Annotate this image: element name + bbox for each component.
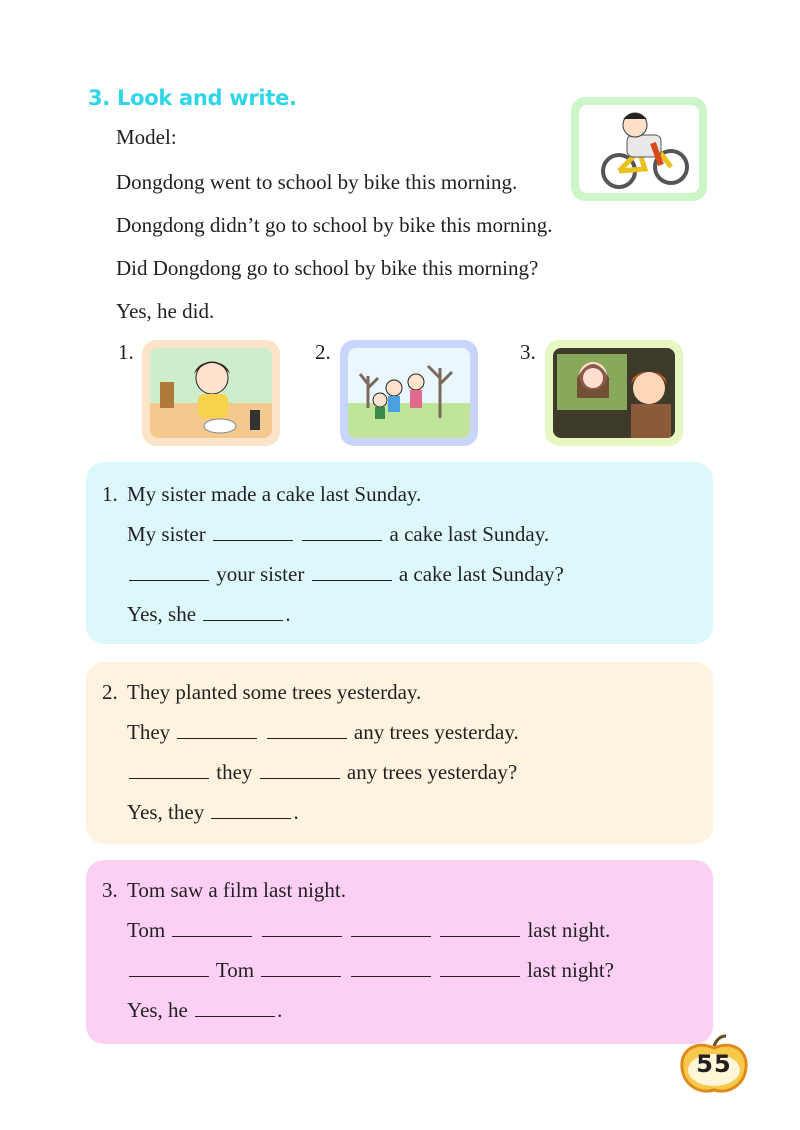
trees-illustration — [348, 348, 470, 438]
picture-number-2: 2. — [315, 340, 331, 364]
bike-illustration — [579, 105, 699, 193]
answer-blank[interactable] — [261, 958, 341, 977]
short-answer — [127, 800, 299, 825]
answer-blank[interactable] — [260, 760, 340, 779]
question-sentence — [127, 958, 614, 983]
sentence-text: . — [277, 998, 283, 1022]
sentence-text: a cake last Sunday. — [389, 522, 550, 546]
answer-blank[interactable] — [312, 562, 392, 581]
sentence-text: They — [127, 720, 171, 744]
given-sentence: Tom saw a film last night. — [127, 878, 347, 902]
sentence-text: . — [293, 800, 299, 824]
answer-blank[interactable] — [262, 918, 342, 937]
model-label: Model: — [116, 125, 177, 149]
question-sentence — [127, 562, 564, 587]
sentence-text: Yes, they — [127, 800, 205, 824]
answer-blank[interactable] — [440, 918, 520, 937]
answer-blank[interactable] — [213, 522, 293, 541]
model-sentence-3: Did Dongdong go to school by bike this morning? — [116, 256, 539, 280]
model-sentence-1: Dongdong went to school by bike this morning. — [116, 170, 518, 194]
short-answer — [127, 998, 282, 1023]
answer-blank[interactable] — [440, 958, 520, 977]
exercise-number: 3. — [102, 878, 118, 902]
film-illustration — [553, 348, 675, 438]
answer-blank[interactable] — [203, 602, 283, 621]
answer-blank[interactable] — [302, 522, 382, 541]
answer-blank[interactable] — [351, 918, 431, 937]
model-sentence-2: Dongdong didn’t go to school by bike this morning. — [116, 213, 553, 237]
sentence-text: they — [216, 760, 253, 784]
exercise-number: 1. — [102, 482, 118, 506]
model-picture-boy-on-bike — [571, 97, 707, 201]
answer-blank[interactable] — [129, 760, 209, 779]
sentence-text: a cake last Sunday? — [398, 562, 564, 586]
picture-children-planting-trees — [340, 340, 478, 446]
given-sentence: My sister made a cake last Sunday. — [127, 482, 422, 506]
given-sentence: They planted some trees yesterday. — [127, 680, 422, 704]
picture-number-1: 1. — [118, 340, 134, 364]
picture-girl-making-cake — [142, 340, 280, 446]
sentence-text: any trees yesterday. — [353, 720, 519, 744]
page-number: 55 — [696, 1050, 732, 1078]
sentence-text: Yes, she — [127, 602, 197, 626]
exercise-box-1 — [86, 462, 713, 644]
short-answer — [127, 602, 291, 627]
cake-illustration — [150, 348, 272, 438]
sentence-text: any trees yesterday? — [346, 760, 518, 784]
answer-blank[interactable] — [129, 958, 209, 977]
answer-blank[interactable] — [267, 720, 347, 739]
answer-blank[interactable] — [172, 918, 252, 937]
page-number-apple — [678, 1034, 750, 1096]
exercise-heading: 3. Look and write. — [88, 86, 297, 110]
answer-blank[interactable] — [177, 720, 257, 739]
sentence-text: your sister — [216, 562, 305, 586]
model-answer: Yes, he did. — [116, 299, 215, 323]
answer-blank[interactable] — [195, 998, 275, 1017]
sentence-text: Tom — [215, 958, 255, 982]
sentence-text: last night? — [527, 958, 614, 982]
sentence-text: My sister — [127, 522, 206, 546]
negative-sentence — [127, 918, 610, 943]
answer-blank[interactable] — [351, 958, 431, 977]
sentence-text: . — [285, 602, 291, 626]
picture-number-3: 3. — [520, 340, 536, 364]
exercise-number: 2. — [102, 680, 118, 704]
negative-sentence — [127, 720, 519, 745]
picture-watching-film — [545, 340, 683, 446]
sentence-text: last night. — [527, 918, 611, 942]
sentence-text: Yes, he — [127, 998, 188, 1022]
sentence-text: Tom — [127, 918, 166, 942]
answer-blank[interactable] — [211, 800, 291, 819]
question-sentence — [127, 760, 517, 785]
negative-sentence — [127, 522, 549, 547]
exercise-box-2 — [86, 662, 713, 844]
exercise-box-3 — [86, 860, 713, 1044]
answer-blank[interactable] — [129, 562, 209, 581]
